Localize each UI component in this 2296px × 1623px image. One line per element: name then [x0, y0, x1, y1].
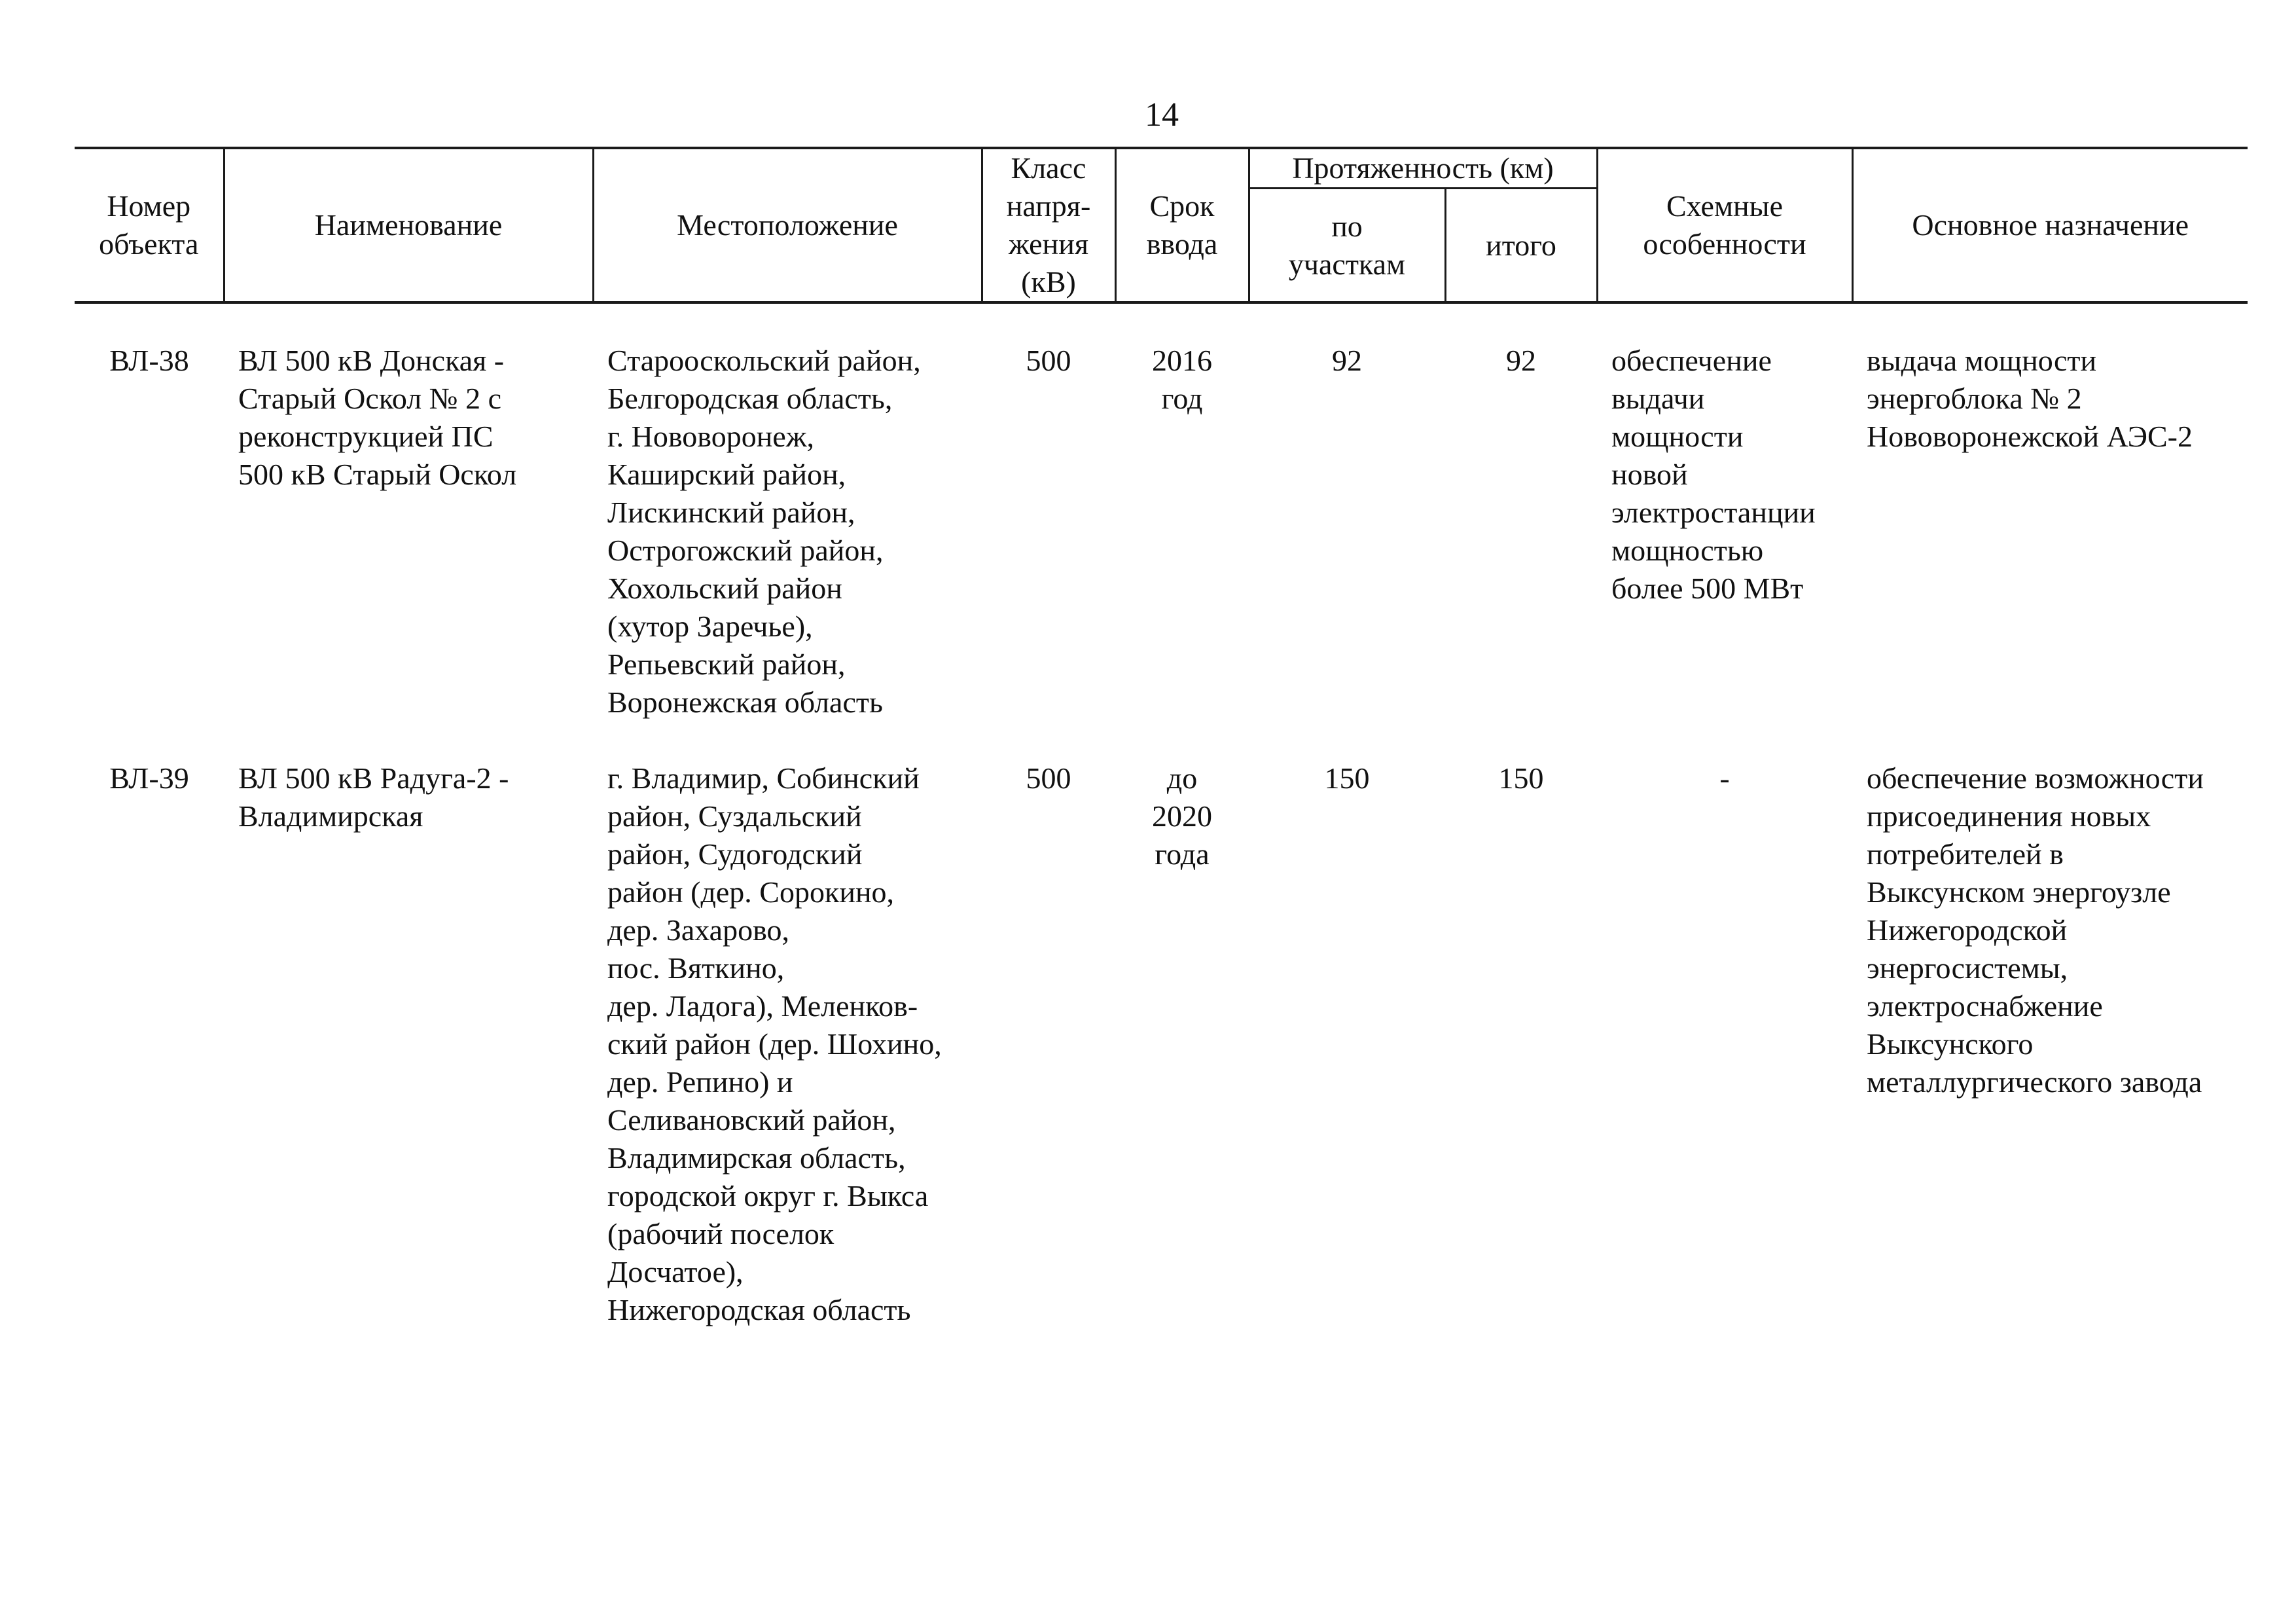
object-commissioning: до 2020 года — [1152, 761, 1212, 871]
page-number: 14 — [1145, 96, 1179, 134]
object-length-total: 150 — [1498, 761, 1544, 795]
header-location: Местоположение — [593, 148, 982, 302]
object-length-sections: 92 — [1332, 344, 1362, 377]
header-length-total: итого — [1445, 189, 1597, 302]
header-name: Наименование — [224, 148, 593, 302]
object-purpose: обеспечение возможности присоединения новых потребителей в Выксунском энергоузле Нижегородской энергосистемы, электроснабжение Выксунского металлургического завода — [1867, 761, 2204, 1099]
object-number: ВЛ-38 — [109, 344, 189, 377]
header-object-number: Номер объекта — [75, 148, 224, 302]
object-commissioning: 2016 год — [1152, 344, 1212, 415]
object-length-total: 92 — [1506, 344, 1536, 377]
header-length-group: Протяженность (км) — [1249, 148, 1597, 189]
table-row — [75, 342, 2248, 721]
header-voltage-class: Класс напря- жения (кВ) — [982, 148, 1115, 302]
object-location: г. Владимир, Собинский район, Суздальский район, Судогодский район (дер. Сорокино, дер. Захарово, пос. Вяткино, дер. Ладога), Меленков- ский район (дер. Шохино, дер. Репино) и Селивановский район, Владимирская область, городской округ г. Выкса (рабочий поселок Досчатое), Нижегородская область — [607, 761, 942, 1326]
header-length-sections: по участкам — [1249, 189, 1445, 302]
object-name: ВЛ 500 кВ Радуга-2 - Владимирская — [238, 761, 509, 833]
object-voltage: 500 — [1026, 761, 1071, 795]
object-number: ВЛ-39 — [109, 761, 189, 795]
header-main-purpose: Основное назначение — [1852, 148, 2248, 302]
header-scheme-features: Схемные особенности — [1597, 148, 1852, 302]
object-name: ВЛ 500 кВ Донская - Старый Оскол № 2 с реконструкцией ПС 500 кВ Старый Оскол — [238, 344, 517, 491]
object-features: обеспечение выдачи мощности новой электростанции мощностью более 500 МВт — [1611, 344, 1816, 605]
object-location: Старооскольский район, Белгородская область, г. Нововоронеж, Каширский район, Лискинский район, Острогожский район, Хохольский район (хутор Заречье), Репьевский район, Воронежская область — [607, 344, 921, 719]
object-purpose: выдача мощности энергоблока № 2 Нововоронежской АЭС-2 — [1867, 344, 2193, 453]
objects-table — [75, 147, 2248, 1329]
object-voltage: 500 — [1026, 344, 1071, 377]
object-features: - — [1719, 761, 1730, 795]
header-commissioning-date: Срок ввода — [1115, 148, 1249, 302]
table-header — [75, 148, 2248, 302]
object-length-sections: 150 — [1324, 761, 1370, 795]
table-row — [75, 759, 2248, 1329]
table-body — [75, 302, 2248, 1329]
